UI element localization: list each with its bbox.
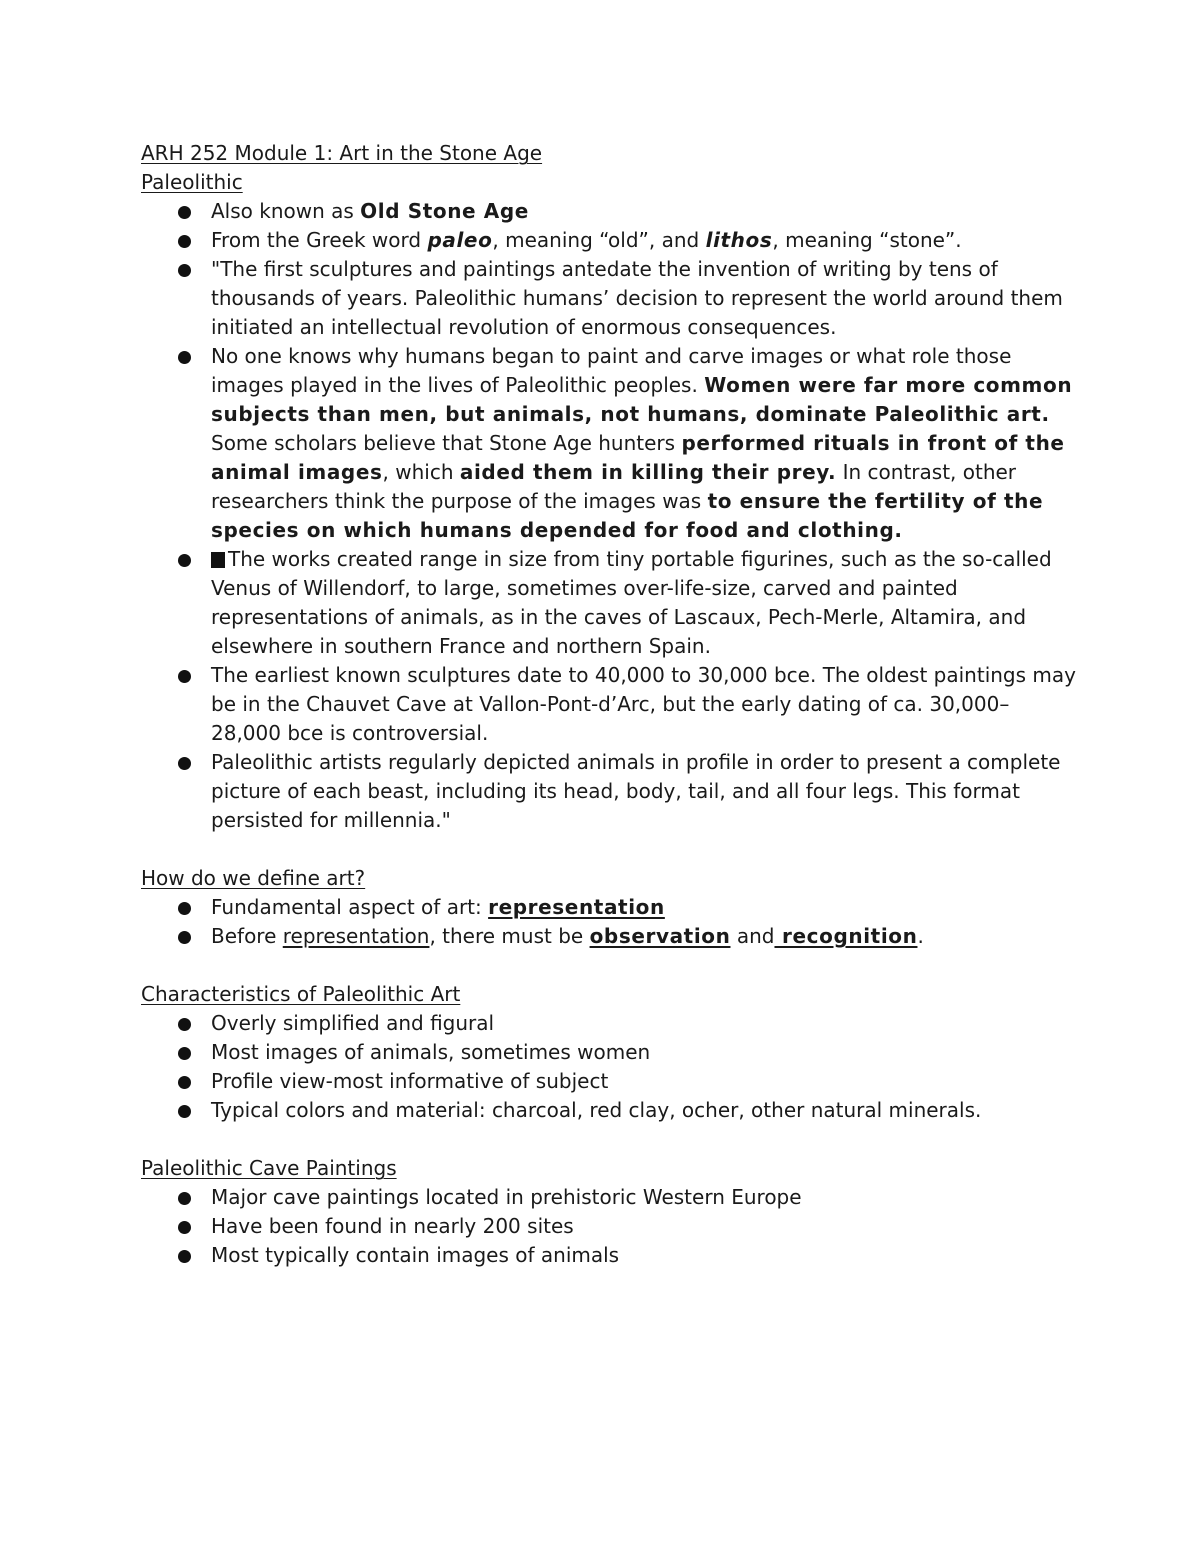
bold-italic-text: lithos bbox=[705, 228, 773, 252]
bullet-icon bbox=[178, 902, 191, 915]
text-run: The earliest known sculptures date to 40,000 to 30,000 bce. The oldest paintings may be in the Chauvet Cave at Vallon-Pont-d’Arc, but the early dating of ca. 30,000–28,000 bce is controversial. bbox=[211, 663, 1076, 745]
list-item bbox=[141, 226, 1076, 255]
list-item bbox=[141, 922, 1076, 951]
text-run: , there must be bbox=[429, 924, 590, 948]
cave-paintings-list bbox=[141, 1183, 1076, 1270]
text-run: No one knows why humans began to paint and carve images or what role those images played in the lives of Paleolithic peoples. bbox=[211, 344, 1012, 397]
bullet-icon bbox=[178, 554, 191, 567]
text-run: "The first sculptures and paintings antedate the invention of writing by tens of thousands of years. Paleolithic humans’ decision to represent the world around them initiated an intellectual revolution of enormous consequences. bbox=[211, 257, 1063, 339]
section-cave-paintings bbox=[141, 1154, 1076, 1270]
section-heading-cave-paintings: Paleolithic Cave Paintings bbox=[141, 1156, 397, 1180]
bullet-icon bbox=[178, 931, 191, 944]
bullet-icon bbox=[178, 264, 191, 277]
text-run: , meaning “stone”. bbox=[772, 228, 962, 252]
list-item bbox=[141, 1038, 1076, 1067]
list-item bbox=[141, 1212, 1076, 1241]
list-item bbox=[141, 342, 1076, 545]
text-run: Some scholars believe that Stone Age hunters bbox=[211, 431, 682, 455]
text-run: In contrast, other researchers think the purpose of the images was bbox=[211, 460, 1017, 513]
list-item bbox=[141, 1096, 1076, 1125]
text-run: Typical colors and material: charcoal, red clay, ocher, other natural minerals. bbox=[211, 1098, 982, 1122]
text-run: Most typically contain images of animals bbox=[211, 1243, 620, 1267]
bullet-icon bbox=[178, 1192, 191, 1205]
bullet-icon bbox=[178, 206, 191, 219]
bullet-icon bbox=[178, 351, 191, 364]
text-run: Before bbox=[211, 924, 283, 948]
list-item bbox=[141, 1009, 1076, 1038]
text-run: The works created range in size from tiny portable figurines, such as the so-called Venus of Willendorf, to large, sometimes over-life-size, carved and painted representations of animals, as in the caves of Lascaux, Pech-Merle, Altamira, and elsewhere in southern France and northern Spain. bbox=[211, 547, 1052, 658]
section-paleolithic bbox=[141, 168, 1076, 835]
paleolithic-list bbox=[141, 197, 1076, 835]
text-run: , meaning “old”, and bbox=[492, 228, 706, 252]
bold-text: aided them in killing their prey. bbox=[459, 460, 837, 484]
underlined-text: representation bbox=[282, 924, 430, 948]
text-run: Major cave paintings located in prehistoric Western Europe bbox=[211, 1185, 802, 1209]
text-run: From the Greek word bbox=[211, 228, 428, 252]
text-run: Overly simplified and figural bbox=[211, 1011, 495, 1035]
bullet-icon bbox=[178, 1018, 191, 1031]
document-body bbox=[141, 139, 1076, 1270]
bullet-icon bbox=[178, 235, 191, 248]
bold-underlined-text: observation bbox=[589, 924, 731, 948]
section-heading-define-art: How do we define art? bbox=[141, 866, 366, 890]
define-art-list bbox=[141, 893, 1076, 951]
bullet-icon bbox=[178, 1221, 191, 1234]
list-item bbox=[141, 1241, 1076, 1270]
list-item bbox=[141, 197, 1076, 226]
text-run: Paleolithic artists regularly depicted animals in profile in order to present a complete picture of each beast, including its head, body, tail, and all four legs. This format persisted for millennia." bbox=[211, 750, 1061, 832]
black-square-icon bbox=[211, 552, 225, 568]
text-run: , which bbox=[382, 460, 460, 484]
list-item bbox=[141, 661, 1076, 748]
bold-text: Old Stone Age bbox=[360, 199, 529, 223]
list-item bbox=[141, 255, 1076, 342]
bullet-icon bbox=[178, 1105, 191, 1118]
bold-text: to ensure the fertility of the species on which humans depended for food and clothing. bbox=[211, 489, 1044, 542]
bullet-icon bbox=[178, 1047, 191, 1060]
list-item bbox=[141, 1183, 1076, 1212]
text-run: and bbox=[730, 924, 775, 948]
section-heading-characteristics: Characteristics of Paleolithic Art bbox=[141, 982, 461, 1006]
bold-italic-text: paleo bbox=[427, 228, 493, 252]
characteristics-list bbox=[141, 1009, 1076, 1125]
list-item bbox=[141, 1067, 1076, 1096]
list-item bbox=[141, 545, 1076, 661]
section-define-art bbox=[141, 864, 1076, 951]
text-run: Also known as bbox=[211, 199, 361, 223]
bold-text: performed rituals in front of the animal images bbox=[211, 431, 1065, 484]
list-item bbox=[141, 893, 1076, 922]
section-heading-paleolithic: Paleolithic bbox=[141, 170, 243, 194]
text-run: Most images of animals, sometimes women bbox=[211, 1040, 651, 1064]
bold-underlined-text: representation bbox=[488, 895, 665, 919]
list-item bbox=[141, 748, 1076, 835]
bullet-icon bbox=[178, 757, 191, 770]
text-run: Profile view-most informative of subject bbox=[211, 1069, 609, 1093]
bold-underlined-text: recognition bbox=[774, 924, 918, 948]
bullet-icon bbox=[178, 1250, 191, 1263]
text-run: Fundamental aspect of art: bbox=[211, 895, 489, 919]
text-run: . bbox=[917, 924, 924, 948]
bullet-icon bbox=[178, 1076, 191, 1089]
section-characteristics bbox=[141, 980, 1076, 1125]
bold-text: Women were far more common subjects than men, but animals, not humans, dominate Paleolithic art. bbox=[211, 373, 1073, 426]
text-run: Have been found in nearly 200 sites bbox=[211, 1214, 574, 1238]
document-title: ARH 252 Module 1: Art in the Stone Age bbox=[141, 141, 543, 165]
bullet-icon bbox=[178, 670, 191, 683]
